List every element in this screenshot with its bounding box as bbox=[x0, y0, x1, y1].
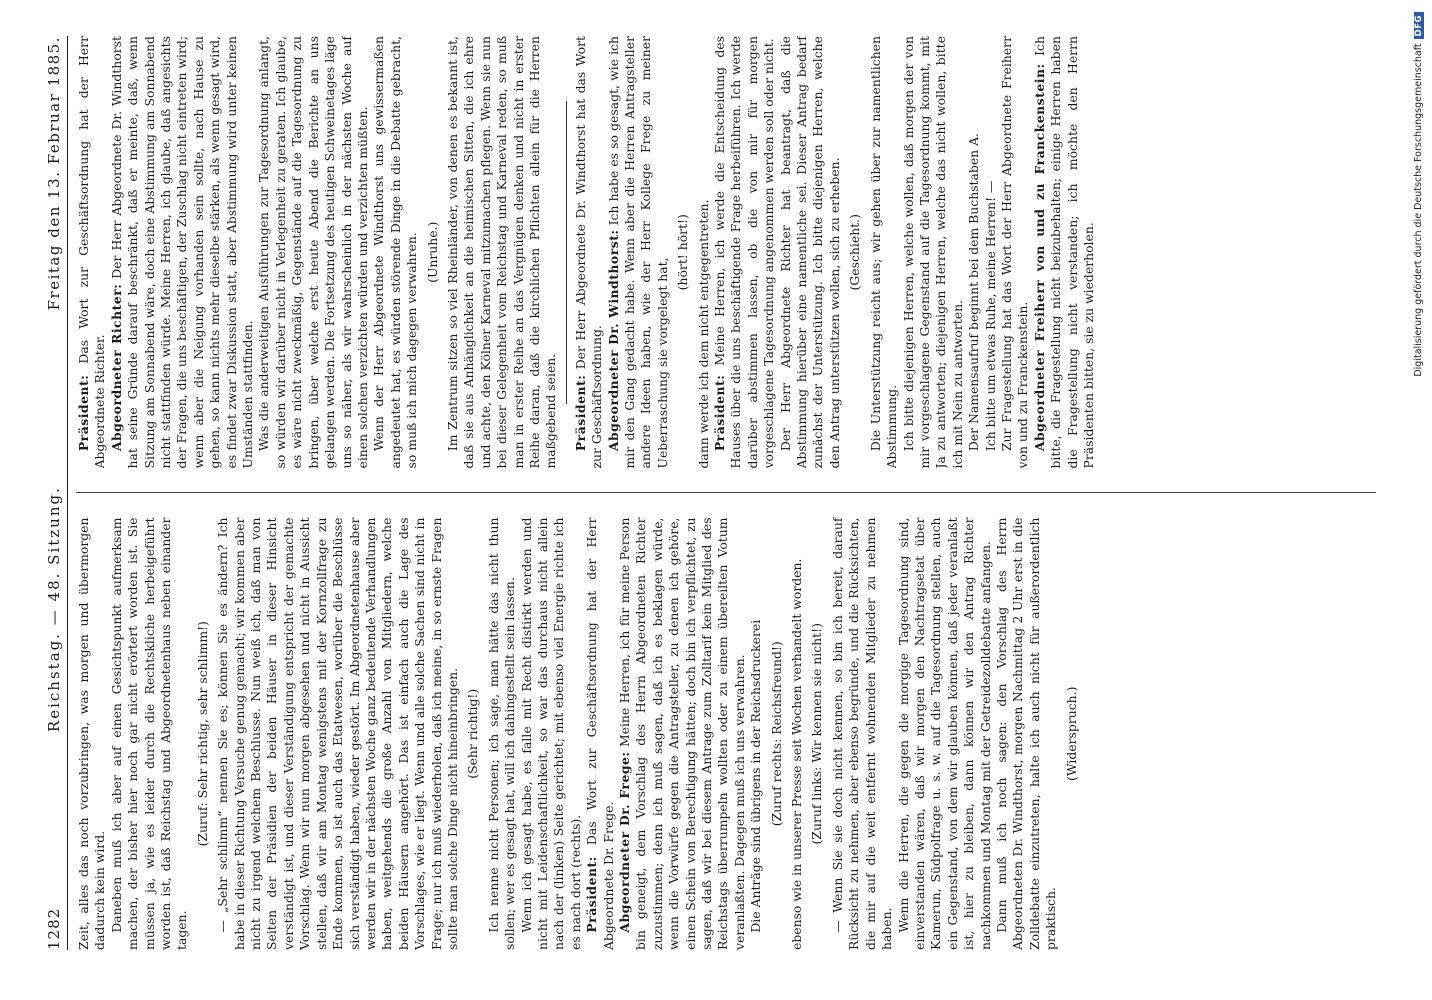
speech-text: Ich bitte, die Fragestellung nicht beizubehalten; einige Herren haben die Fragestellung nicht verstanden; ich möchte den Herrn Präsidenten bitten, sie zu wiederholen. bbox=[1031, 36, 1096, 469]
paragraph: Der Namensaufruf beginnt bei dem Buchstaben A. bbox=[966, 133, 982, 452]
paragraph: Zur Fragestellung hat das Wort der Herr Abgeordnete Freiherr von und zu Franckenstein. bbox=[998, 36, 1031, 469]
right-column bbox=[76, 36, 1376, 469]
paragraph: Die Unterstützung reicht aus; wir gehen über zur namentlichen Abstimmung. bbox=[867, 36, 900, 469]
interjection: (hört! hört!) bbox=[675, 214, 691, 291]
speaker-name: Präsident: bbox=[572, 374, 588, 452]
paragraph: Im Zentrum sitzen so viel Rheinländer, von denen es bekannt ist, daß sie aus Anhänglichkeit an die heimischen Sitten, die ich ehre und achte, den Kölner Karneval mitzumachen pflegen. Wenn sie nun bei dieser Gelegenheit vom Reichstag und Karneval reden, so muß man in erster Reihe an das Vergnügen denken und nicht in erster Reihe daran, daß die kirchlichen Pflichten allein für die Herren maßgebend seien. bbox=[444, 36, 559, 469]
paragraph: ebenso wie in unserer Presse seit Wochen verhandelt worden. bbox=[789, 558, 805, 950]
speech-paragraph bbox=[606, 36, 672, 469]
paragraph: Ich bitte diejenigen Herren, welche wollen, daß morgen der von mir vorgeschlagene Gegenstand auf die Tagesordnung kommt, mit Ja zu antworten; diejenigen Herren, welche das nicht wollen, bitte ich mit Nein zu antworten. bbox=[900, 36, 965, 469]
paragraph: dann werde ich dem nicht entgegentreten. bbox=[695, 199, 711, 469]
speech-paragraph bbox=[109, 36, 257, 469]
paragraph: Daneben muß ich aber auf einen Gesichtspunkt aufmerksam machen, der bisher hier noch gar nicht erörtert worden ist. Sie müssen ja, wie es leider durch die Rechtskliche herbeigeführt worden ist, daß Reichstag und Abgeordnetenhaus neben einander tagen. bbox=[108, 517, 190, 950]
speaker-name: Präsident: bbox=[584, 856, 600, 933]
speech-paragraph bbox=[573, 36, 606, 469]
paragraph: — Wenn Sie sie doch nicht kennen, so bin ich bereit, darauf Rücksicht zu nehmen, aber ebenso begründe, und die Rücksichten, die mir auf die weit entfernt wohnenden Mitglieder zu nehmen haben. bbox=[829, 517, 895, 950]
session-date: Freitag den 13. Februar 1885. bbox=[45, 36, 63, 311]
interjection: (Geschieht.) bbox=[847, 214, 863, 291]
paragraph: Was die anderweitigen Ausführungen zur Tagesordnung anlangt, so würden wir darüber nicht in Verlegenheit zu geraten. Ich glaube, es wäre nicht zweckmäßig, Gegenstände auf die Tagesordnung zu bringen, über welche erst heute Abend die Berichte an uns gelangen werden. Die Fortsetzung des heutigen Schweinetages läge uns so näher, als wir wahrscheinlich in der nächsten Woche auf einen solchen verzichten würden und verzichten müßten. bbox=[256, 36, 370, 469]
dfg-logo: DFG bbox=[1414, 12, 1424, 39]
speaker-name: Abgeordneter Richter: bbox=[108, 283, 124, 452]
page-header bbox=[44, 36, 68, 950]
page-number: 1282 bbox=[45, 907, 63, 950]
interjection: (Zuruf links: Wir kennen sie nicht!) bbox=[809, 623, 825, 845]
speech-text: Der Herr Abgeordnete Dr. Windthorst hat das Wort zur Geschäftsordnung. bbox=[572, 36, 605, 469]
paragraph: Wenn die Herren, die gegen die morgige Tagesordnung sind, einverstanden wären, daß wir morgen den Nachtragsetat über Kamerun, Südpolfrage u. s. w. auf die Tagesordnung stellen, auch ein Gegenstand, von dem wir glauben können, daß jeder veranlaßt ist, hier zu bleiben, dann können wir den Antrag Richter nachkommen und Montag mit der Getreidezolldebatte anfangen. bbox=[895, 517, 993, 950]
speech-text: Ich habe es so gesagt, wie ich mir den Gang gedacht habe. Wenn aber die Herren Antragsteller andere Ideen haben, wie der Herr Kollege Frege zu meiner Ueberraschung sie vorgelegt hat, bbox=[605, 36, 670, 469]
paragraph: Wenn ich gesagt habe, es falle mit Recht distirkt werden und nicht mit Leidenschaftlichkeit, so war das durchaus nicht allein nach der (linken) Seite gerichtet; mit ebenso viel Energie richte ich es nach dort (rechts). bbox=[518, 517, 583, 950]
speech-paragraph bbox=[712, 36, 778, 469]
speaker-name: Abgeordneter Freiherr von und zu Franckenstein: bbox=[1031, 63, 1047, 452]
speaker-name: Abgeordneter Dr. Windthorst: bbox=[605, 229, 621, 452]
speaker-name: Präsident: bbox=[76, 374, 91, 452]
paragraph: Zeit, alles das noch vorzubringen, was morgen und übermorgen dadurch kein wird. bbox=[76, 517, 108, 950]
text-columns bbox=[76, 36, 1376, 950]
speech-text: Meine Herren, ich für meine Person bin geneigt, dem Vorschlag des Herrn Abgeordneten Richter zuzustimmen; denn ich muß sagen, daß ich es beklagen würde, wenn die Vorwürfe gegen die Antragsteller, zu denen ich gehöre, einen Schein von Berechtigung hätten; doch bin ich verpflichtet, zu sagen, daß wir bei diesem Antrage zum Zolltarif kein Mitglied des Reichstags überrumpeln wollten oder zu einem übereilten Votum veranlaßten. Dagegen muß ich uns verwahren. bbox=[617, 517, 747, 950]
column-divider bbox=[76, 493, 1376, 494]
speech-paragraph bbox=[76, 36, 109, 469]
interjection: (Widerspruch.) bbox=[1063, 686, 1079, 781]
interjection: (Unruhe.) bbox=[424, 221, 440, 283]
speech-paragraph bbox=[1032, 36, 1098, 469]
speaker-name: Präsident: bbox=[712, 374, 728, 452]
speech-text: Meine Herren, ich werde die Entscheidung des Hauses über die uns beschäftigende Frage herbeiführen. Ich werde darüber abstimmen lassen, ob die von mir für morgen vorgeschlagene Tagesordnung angenommen werden soll oder nicht. bbox=[712, 36, 777, 469]
paragraph: Die Anträge sind übrigens in der Reichsdruckerei bbox=[748, 619, 764, 933]
interjection: (Zuruf: Sehr richtig, sehr schlimm!) bbox=[194, 621, 210, 847]
paragraph: Ich bitte um etwas Ruhe, meine Herren! — bbox=[982, 180, 998, 452]
separator-rule bbox=[566, 101, 567, 404]
digitization-credit bbox=[1413, 0, 1424, 1000]
speech-text: Der Herr Abgeordnete Dr. Windthorst hat seine Gründe darauf beschränkt, daß er meinte, daß, wenn Sitzung am Sonnabend wäre, doch eine Abstimmung am Sonnabend nicht stattfinden würde. Meine Herren, ich glaube, daß angesichts der Fragen, die uns beschäftigen, der Zuschlag nicht eintreten wird; wenn aber die Neigung vorhanden sein sollte, nach Hause zu gehen, so kann nichts mehr dieselbe stärken, als wenn gesagt wird, es findet zwar Diskussion statt, aber Abstimmung wird unter keinen Umständen stattfinden. bbox=[108, 36, 256, 469]
credit-text: Digitalisierung gefördert durch die Deutsche Forschungsgemeinschaft bbox=[1413, 43, 1424, 377]
left-column bbox=[76, 518, 1376, 951]
paragraph: Wenn der Herr Abgeordnete Windthorst uns gewissermaßen angedeutet hat, es würden störende Dinge in die Debatte gebracht, so muß ich mich dagegen verwahren. bbox=[371, 36, 420, 469]
speech-text: Das Wort zur Geschäftsordnung hat der Herr Abgeordnete Richter. bbox=[76, 36, 108, 469]
paragraph: Ich nenne nicht Personen; ich sage, man hätte das nicht thun sollen; wer es gesagt hat, will ich dahingestellt sein lassen. bbox=[485, 517, 518, 950]
interjection: (Sehr richtig!) bbox=[465, 688, 481, 779]
paragraph: Der Herr Abgeordnete Richter hat beantragt, daß die Abstimmung hierüber eine namentliche sei. Dieser Antrag bedarf zunächst der Unterstützung. Ich bitte diejenigen Herren, welche den Antrag unterstützen wollen, sich zu erheben. bbox=[777, 36, 842, 469]
speaker-name: Abgeordneter Dr. Frege: bbox=[617, 751, 632, 933]
speech-paragraph bbox=[617, 518, 748, 951]
paragraph: Dann muß ich noch sagen: den Vorschlag des Herrn Abgeordneten Dr. Windthorst, morgen Nachmittag 2 Uhr erst in die Zolldebatte einzutreten, halte ich auch nicht für außerordentlich praktisch. bbox=[993, 517, 1059, 950]
session-title: Reichstag. — 48. Sitzung. bbox=[45, 486, 63, 733]
speech-text: Das Wort zur Geschäftsordnung hat der Herr Abgeordnete Dr. Frege. bbox=[584, 517, 616, 950]
speech-paragraph bbox=[584, 518, 617, 951]
paragraph: — „Sehr schlimm“ nennen Sie es; können Sie es ändern? Ich habe in dieser Richtung Versuche genug gemacht; wir kommen aber nicht zu irgend welchem Beschlusse. Nun weiß ich, daß man von Seiten der Präsidien der beiden Häuser in dieser Hinsicht verständigt ist, und dieser Verständigung entspricht der gemachte Vorschlag. Wenn wir nun morgen abgesehen und nicht in Aussicht stellen, daß wir am Montag wenigstens mit der Kornzollfrage zu Ende kommen, so ist auch das Etatwesen, worüber die Beschlüsse sich verständigt haben, wieder gestört. Im Abgeordnetenhause aber werden wir in der nächsten Woche ganz bedeutende Verhandlungen haben, weitgehends die große Anzahl von Mitgliedern, welche beiden Häusern angehört. Das ist einfach auch die Lage des Vorschlages, wie er liegt. Wenn und alle solche Sachen sind nicht in Frage; nur ich muß wiederholen, daß ich meine, in so ernste Fragen sollte man solche Dinge nicht hineinbringen. bbox=[215, 517, 460, 950]
interjection: (Zuruf rechts: Reichsfreund!) bbox=[768, 641, 784, 827]
